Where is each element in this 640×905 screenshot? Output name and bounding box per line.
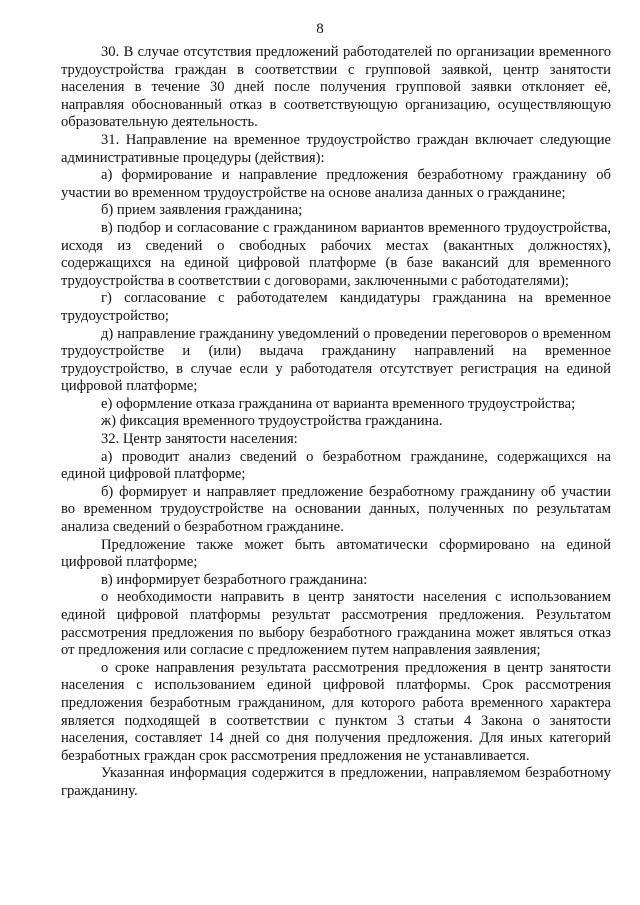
paragraph-32-a: а) проводит анализ сведений о безработном гражданине, содержащихся на единой цифровой платформе;: [61, 448, 611, 483]
paragraph-32-v-closing: Указанная информация содержится в предложении, направляемом безработному гражданину.: [61, 765, 611, 799]
paragraph-31-g: г) согласование с работодателем кандидатуры гражданина на временное трудоустройство;: [61, 290, 611, 324]
paragraph-32-b-note: Предложение также может быть автоматически сформировано на единой цифровой платформе;: [61, 536, 611, 571]
paragraph-32-v-item-2: о сроке направления результата рассмотрения предложения в центр занятости населения с использованием единой цифровой платформы. Срок рассмотрения предложения безработным гражданином, для которого работа временного характера является подходящей в соответствии с пунктом 3 статьи 4 Закона о занятости населения, составляет 14 дней со дня получения предложения. Для иных категорий безработных граждан срок рассмотрения предложения не устанавливается.: [61, 659, 611, 764]
paragraph-31: 31. Направление на временное трудоустройство граждан включает следующие административные процедуры (действия):: [61, 131, 611, 166]
paragraph-32-v: в) информирует безработного гражданина:: [101, 571, 368, 588]
paragraph-32: 32. Центр занятости населения:: [101, 431, 298, 448]
paragraph-31-a: а) формирование и направление предложения безработному гражданину об участии во временном трудоустройстве на основе анализа данных о гражданине;: [61, 167, 611, 201]
paragraph-31-zh: ж) фиксация временного трудоустройства гражданина.: [101, 413, 443, 430]
paragraph-31-b: б) прием заявления гражданина;: [101, 202, 303, 219]
paragraph-32-b: б) формирует и направляет предложение безработному гражданину об участии во временном трудоустройстве на основании данных, полученных по результатам анализа сведений о безработном гражданине.: [61, 483, 611, 536]
document-body: [61, 44, 611, 801]
paragraph-31-d: д) направление гражданину уведомлений о проведении переговоров о временном трудоустройстве и (или) выдача гражданину направлений на временное трудоустройство, в случае если у работодателя отсутствует регистрация на единой цифровой платформе;: [61, 325, 611, 395]
paragraph-32-v-item-1: о необходимости направить в центр занятости населения с использованием единой цифровой платформы результат рассмотрения предложения. Результатом рассмотрения предложения по выбору безработного гражданина может являться отказ от предложения или согласие с предложением путем направления заявления;: [61, 589, 611, 659]
paragraph-31-v: в) подбор и согласование с гражданином вариантов временного трудоустройства, исходя из сведений о свободных рабочих местах (вакантных должностях), содержащихся на единой цифровой платформе (в базе вакансий для временного трудоустройства в соответствии с договорами, заключенными с работодателями);: [61, 219, 611, 289]
paragraph-31-e: е) оформление отказа гражданина от варианта временного трудоустройства;: [101, 395, 576, 412]
paragraph-30: 30. В случае отсутствия предложений работодателей по организации временного трудоустройства граждан в соответствии с групповой заявкой, центр занятости населения в течение 30 дней после получения групповой заявки отклоняет её, направляя обоснованный отказ в соответствующую организацию, осуществляющую образовательную деятельность.: [61, 44, 611, 131]
page-number: 8: [316, 21, 324, 37]
